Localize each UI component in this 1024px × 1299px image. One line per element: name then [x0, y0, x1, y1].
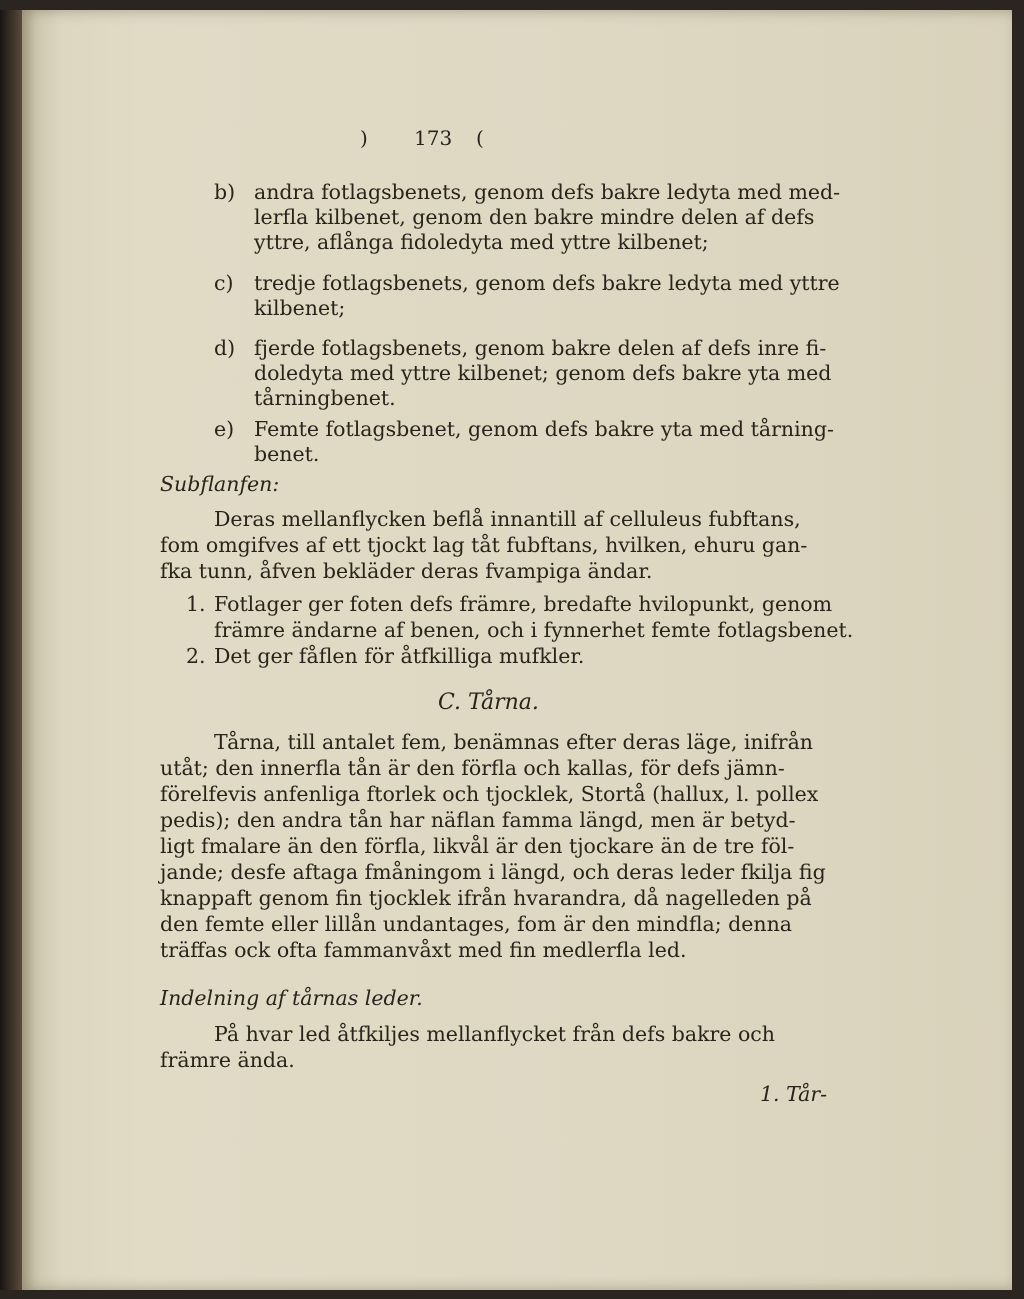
paragraph-line: träffas ock ofta fammanvåxt med fin medlerfla led.: [160, 938, 687, 962]
numbered-line: främre ändarne af benen, och i fynnerhet femte fotlagsbenet.: [214, 618, 854, 642]
list-line: doledyta med yttre kilbenet; genom defs bakre yta med: [254, 361, 832, 385]
substansen-heading: Subflanfen:: [160, 472, 280, 496]
paragraph-line: främre ända.: [160, 1048, 295, 1072]
list-line: tredje fotlagsbenets, genom defs bakre ledyta med yttre: [254, 271, 840, 295]
page-number: 173: [414, 126, 453, 150]
list-marker: d): [214, 336, 236, 360]
list-line: fjerde fotlagsbenets, genom bakre delen af defs inre fi-: [254, 336, 827, 360]
paragraph-line: jande; desfe aftaga fmåningom i längd, och deras leder fkilja fig: [160, 860, 826, 884]
numbered-line: Det ger fåflen för åtfkilliga mufkler.: [214, 644, 585, 668]
list-line: benet.: [254, 442, 320, 466]
paragraph-line: förelfevis anfenliga ftorlek och tjocklek, Stortå (hallux, l. pollex: [160, 782, 819, 806]
header-right-mark: (: [476, 126, 484, 150]
list-marker: b): [214, 180, 236, 204]
list-marker: c): [214, 271, 234, 295]
list-line: yttre, aflånga fidoledyta med yttre kilbenet;: [254, 230, 709, 254]
numbered-line: Fotlager ger foten defs främre, bredafte hvilopunkt, genom: [214, 592, 833, 616]
paragraph-line: pedis); den andra tån har näflan famma längd, men är betyd-: [160, 808, 796, 832]
numbered-marker: 2.: [186, 644, 206, 668]
paragraph-line: fka tunn, åfven bekläder deras fvampiga ändar.: [160, 559, 653, 583]
section-c-heading: C. Tårna.: [438, 690, 539, 715]
paragraph-line: Tårna, till antalet fem, benämnas efter deras läge, inifrån: [214, 730, 813, 754]
paragraph-line: fom omgifves af ett tjockt lag tåt fubftans, hvilken, ehuru gan-: [160, 533, 808, 557]
book-gutter: [0, 10, 22, 1290]
list-line: kilbenet;: [254, 296, 346, 320]
paragraph-line: utåt; den innerfla tån är den förfla och kallas, för defs jämn-: [160, 756, 785, 780]
header-left-mark: ): [360, 126, 368, 150]
catchword: 1. Tår-: [760, 1082, 828, 1106]
list-line: Femte fotlagsbenet, genom defs bakre yta med tårning-: [254, 417, 834, 441]
numbered-marker: 1.: [186, 592, 206, 616]
paragraph-line: knappaft genom fin tjocklek ifrån hvarandra, då nagelleden på: [160, 886, 812, 910]
indelning-heading: Indelning af tårnas leder.: [160, 986, 423, 1010]
list-marker: e): [214, 417, 235, 441]
paragraph-line: Deras mellanflycken beflå innantill af celluleus fubftans,: [214, 507, 801, 531]
list-line: tårningbenet.: [254, 386, 396, 410]
paragraph-line: den femte eller lillån undantages, fom är den mindfla; denna: [160, 912, 793, 936]
list-line: andra fotlagsbenets, genom defs bakre ledyta med med-: [254, 180, 841, 204]
paragraph-line: ligt fmalare än den förfla, likvål är den tjockare än de tre föl-: [160, 834, 795, 858]
list-line: lerfla kilbenet, genom den bakre mindre delen af defs: [254, 205, 815, 229]
paragraph-line: På hvar led åtfkiljes mellanflycket från defs bakre och: [214, 1022, 775, 1046]
